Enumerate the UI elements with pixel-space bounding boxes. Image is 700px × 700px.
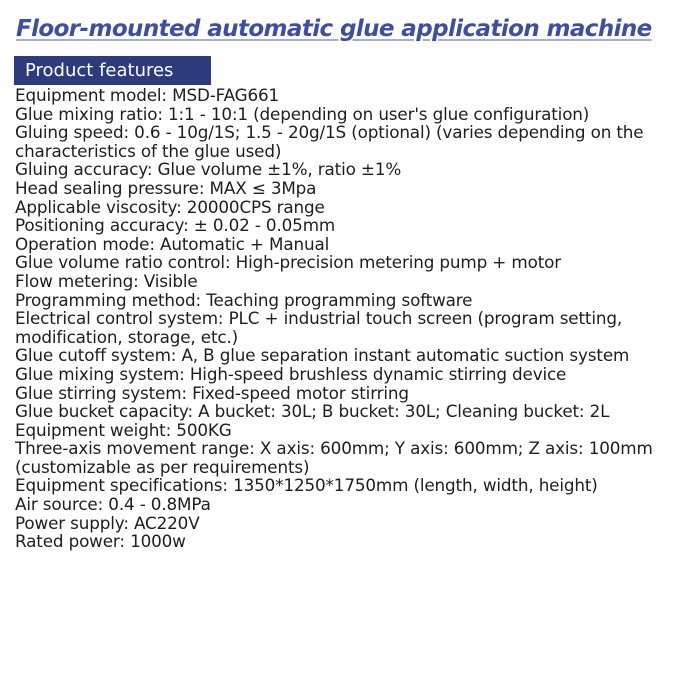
feature-glue-cutoff-system: Glue cutoff system: A, B glue separation instant automatic suction system [15, 345, 630, 366]
feature-three-axis-movement-range: Three-axis movement range: X axis: 600mm; Y axis: 600mm; Z axis: 100mm (customizable as per requirements) [15, 438, 653, 477]
feature-gluing-accuracy: Gluing accuracy: Glue volume ±1%, ratio ±1% [15, 159, 402, 180]
section-header-product-features: Product features [14, 56, 211, 85]
feature-glue-mixing-system: Glue mixing system: High-speed brushless dynamic stirring device [15, 363, 567, 384]
feature-air-source: Air source: 0.4 - 0.8MPa [15, 494, 211, 515]
feature-equipment-model: Equipment model: MSD-FAG661 [15, 85, 280, 105]
feature-glue-stirring-system: Glue stirring system: Fixed-speed motor stirring [15, 382, 409, 403]
feature-equipment-specifications: Equipment specifications: 1350*1250*1750mm (length, width, height) [15, 475, 598, 496]
feature-electrical-control-system: Electrical control system: PLC + industrial touch screen (program setting, modification, storage, etc.) [15, 308, 623, 347]
feature-power-supply: Power supply: AC220V [15, 512, 200, 533]
feature-gluing-speed: Gluing speed: 0.6 - 10g/1S; 1.5 - 20g/1S (optional) (varies depending on the characteristics of the glue used) [15, 122, 644, 161]
feature-operation-mode: Operation mode: Automatic + Manual [15, 233, 330, 254]
feature-flow-metering: Flow metering: Visible [15, 270, 198, 291]
feature-rated-power: Rated power: 1000w [15, 531, 186, 552]
feature-list [15, 86, 699, 551]
feature-programming-method: Programming method: Teaching programming software [15, 289, 473, 310]
feature-glue-mixing-ratio: Glue mixing ratio: 1:1 - 10:1 (depending on user's glue configuration) [15, 103, 590, 124]
feature-glue-volume-ratio-control: Glue volume ratio control: High-precision metering pump + motor [15, 252, 561, 273]
feature-positioning-accuracy: Positioning accuracy: ± 0.02 - 0.05mm [15, 215, 336, 236]
page-title: Floor-mounted automatic glue application machine [16, 16, 652, 42]
feature-head-sealing-pressure: Head sealing pressure: MAX ≤ 3Mpa [15, 177, 317, 198]
feature-equipment-weight: Equipment weight: 500KG [15, 419, 232, 440]
feature-glue-bucket-capacity: Glue bucket capacity: A bucket: 30L; B bucket: 30L; Cleaning bucket: 2L [15, 401, 610, 422]
feature-applicable-viscosity: Applicable viscosity: 20000CPS range [15, 196, 325, 217]
